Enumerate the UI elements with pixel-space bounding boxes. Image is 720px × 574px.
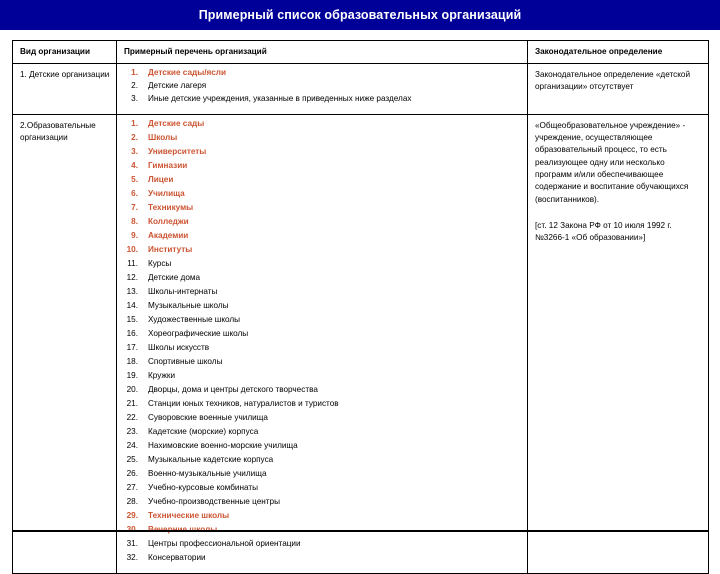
list-item-number: 32.: [126, 552, 138, 562]
list-item-number: 21.: [126, 398, 138, 408]
list-item-label: Учебно-производственные центры: [148, 496, 280, 506]
list-item-number: 31.: [126, 538, 138, 548]
list-item: [124, 344, 521, 352]
cell-definition-1: [528, 63, 709, 114]
definition-body-1: Законодательное определение «детской организации» отсутствует: [535, 69, 691, 92]
slide-title-banner: [0, 0, 720, 30]
list-item-label: Музыкальные школы: [148, 300, 229, 310]
list-item: [124, 554, 521, 562]
list-item-number: 14.: [126, 300, 138, 310]
list-item-number: 22.: [126, 412, 138, 422]
list-item-number: 4.: [131, 160, 138, 170]
cell-kind-2: 2.Образовательные организации: [13, 114, 117, 573]
cell-definition-2: [528, 114, 709, 573]
list-item-label: Хореографические школы: [148, 328, 249, 338]
list-item-number: 17.: [126, 342, 138, 352]
list-item-label: Институты: [148, 244, 193, 254]
list-item: [124, 428, 521, 436]
list-item: [124, 274, 521, 282]
list-item-label: Художественные школы: [148, 314, 241, 324]
list-item: [124, 82, 521, 90]
list-item: [124, 246, 521, 254]
list-item-label: Консерватории: [148, 552, 206, 562]
list-item: [124, 400, 521, 408]
list-item-label: Детские дома: [148, 272, 201, 282]
list-item: [124, 69, 521, 77]
list-item: [124, 414, 521, 422]
list-item-number: 18.: [126, 356, 138, 366]
list-item-number: 5.: [131, 174, 138, 184]
list-item: [124, 288, 521, 296]
list-item: [124, 190, 521, 198]
list-item-number: 29.: [126, 510, 138, 520]
cell-list-1: [117, 63, 528, 114]
list-item: [124, 232, 521, 240]
list-item: [124, 204, 521, 212]
list-item: [124, 218, 521, 226]
list-item-label: Гимназии: [148, 160, 188, 170]
list-item: [124, 512, 521, 520]
list-item-number: 16.: [126, 328, 138, 338]
list-item-number: 24.: [126, 440, 138, 450]
list-item-number: 13.: [126, 286, 138, 296]
list-item-number: 15.: [126, 314, 138, 324]
list-item-number: 12.: [126, 272, 138, 282]
list-item-number: 1.: [131, 118, 138, 128]
list-item-label: Колледжи: [148, 216, 189, 226]
list-item: [124, 470, 521, 478]
list-item-label: Военно-музыкальные училища: [148, 468, 267, 478]
list-item-label: Училища: [148, 188, 185, 198]
list-item-number: 19.: [126, 370, 138, 380]
bottom-divider: [12, 530, 708, 532]
list-item: [124, 120, 521, 128]
organizations-table: [12, 40, 709, 574]
list-item-number: 26.: [126, 468, 138, 478]
list-item: [124, 372, 521, 380]
table-row: [13, 63, 709, 114]
list-item: [124, 302, 521, 310]
list-item: [124, 95, 521, 103]
list-item-label: Школы-интернаты: [148, 286, 218, 296]
list-item-label: Кружки: [148, 370, 176, 380]
list-item-label: Кадетские (морские) корпуса: [148, 426, 259, 436]
list-item-label: Школы искусств: [148, 342, 210, 352]
list-item: [124, 316, 521, 324]
list-item: [124, 540, 521, 548]
list-item-number: 9.: [131, 230, 138, 240]
organizations-table-container: [12, 40, 708, 574]
table-row: [13, 114, 709, 573]
list-item-label: Курсы: [148, 258, 172, 268]
list-item: [124, 330, 521, 338]
list-item-number: 25.: [126, 454, 138, 464]
list-item-number: 11.: [127, 258, 138, 268]
list-item-label: Суворовские военные училища: [148, 412, 268, 422]
list-item-label: Иные детские учреждения, указанные в приведенных ниже разделах: [148, 94, 412, 104]
list-item: [124, 442, 521, 450]
list-item-number: 2.: [131, 132, 138, 142]
list-item: [124, 358, 521, 366]
list-item-number: 3.: [131, 146, 138, 156]
list-item-label: Школы: [148, 132, 178, 142]
list-item: [124, 498, 521, 506]
definition-body-2: «Общеобразовательное учреждение» - учреждение, осуществляющее образовательный процесс, то есть реализующее одну или несколько программ и/или обеспечивающее содержание и воспитание обучающихся (воспитанников).: [535, 120, 689, 204]
list-item-label: Спортивные школы: [148, 356, 223, 366]
list-item-label: Академии: [148, 230, 189, 240]
table-body: [13, 63, 709, 573]
column-header-definition: Законодательное определение: [528, 41, 709, 64]
list-item: [124, 260, 521, 268]
column-header-kind: Вид организации: [13, 41, 117, 64]
list-item: [124, 176, 521, 184]
list-item: [124, 484, 521, 492]
list-item-label: Детские сады: [148, 118, 205, 128]
definition-citation-2: [ст. 12 Закона РФ от 10 июля 1992 г. №3266-1 «Об образовании»]: [535, 220, 672, 243]
organization-list-1: [124, 69, 521, 104]
list-item-number: 7.: [131, 202, 138, 212]
list-item-label: Техникумы: [148, 202, 194, 212]
list-item-number: 20.: [126, 384, 138, 394]
list-item-number: 6.: [131, 188, 138, 198]
list-item: [124, 148, 521, 156]
list-item-number: 8.: [131, 216, 138, 226]
list-item-number: 1.: [131, 67, 138, 77]
table-header-row: [13, 41, 709, 64]
list-item-label: Лицеи: [148, 174, 174, 184]
page-title: Примерный список образовательных организаций: [198, 8, 522, 22]
organization-list-2: [124, 120, 521, 562]
cell-list-2: [117, 114, 528, 573]
cell-kind-1: 1. Детские организации: [13, 63, 117, 114]
list-item-label: Университеты: [148, 146, 207, 156]
list-item-number: 2.: [131, 81, 138, 91]
list-item-number: 28.: [126, 496, 138, 506]
list-item-label: Детские лагеря: [148, 81, 207, 91]
list-item-number: 3.: [131, 94, 138, 104]
list-item-label: Детские сады/ясли: [148, 67, 227, 77]
list-item-label: Учебно-курсовые комбинаты: [148, 482, 259, 492]
list-item: [124, 456, 521, 464]
list-item-label: Музыкальные кадетские корпуса: [148, 454, 274, 464]
list-item: [124, 386, 521, 394]
table-header: [13, 41, 709, 64]
list-item-number: 27.: [126, 482, 138, 492]
list-item-number: 23.: [126, 426, 138, 436]
list-item-label: Станции юных техников, натуралистов и туристов: [148, 398, 339, 408]
list-item: [124, 134, 521, 142]
column-header-list: Примерный перечень организаций: [117, 41, 528, 64]
list-item-number: 10.: [126, 244, 138, 254]
list-item-label: Центры профессиональной ориентации: [148, 538, 301, 548]
list-item-label: Технические школы: [148, 510, 230, 520]
list-item: [124, 162, 521, 170]
list-item-label: Нахимовские военно-морские училища: [148, 440, 298, 450]
list-item-label: Дворцы, дома и центры детского творчества: [148, 384, 318, 394]
